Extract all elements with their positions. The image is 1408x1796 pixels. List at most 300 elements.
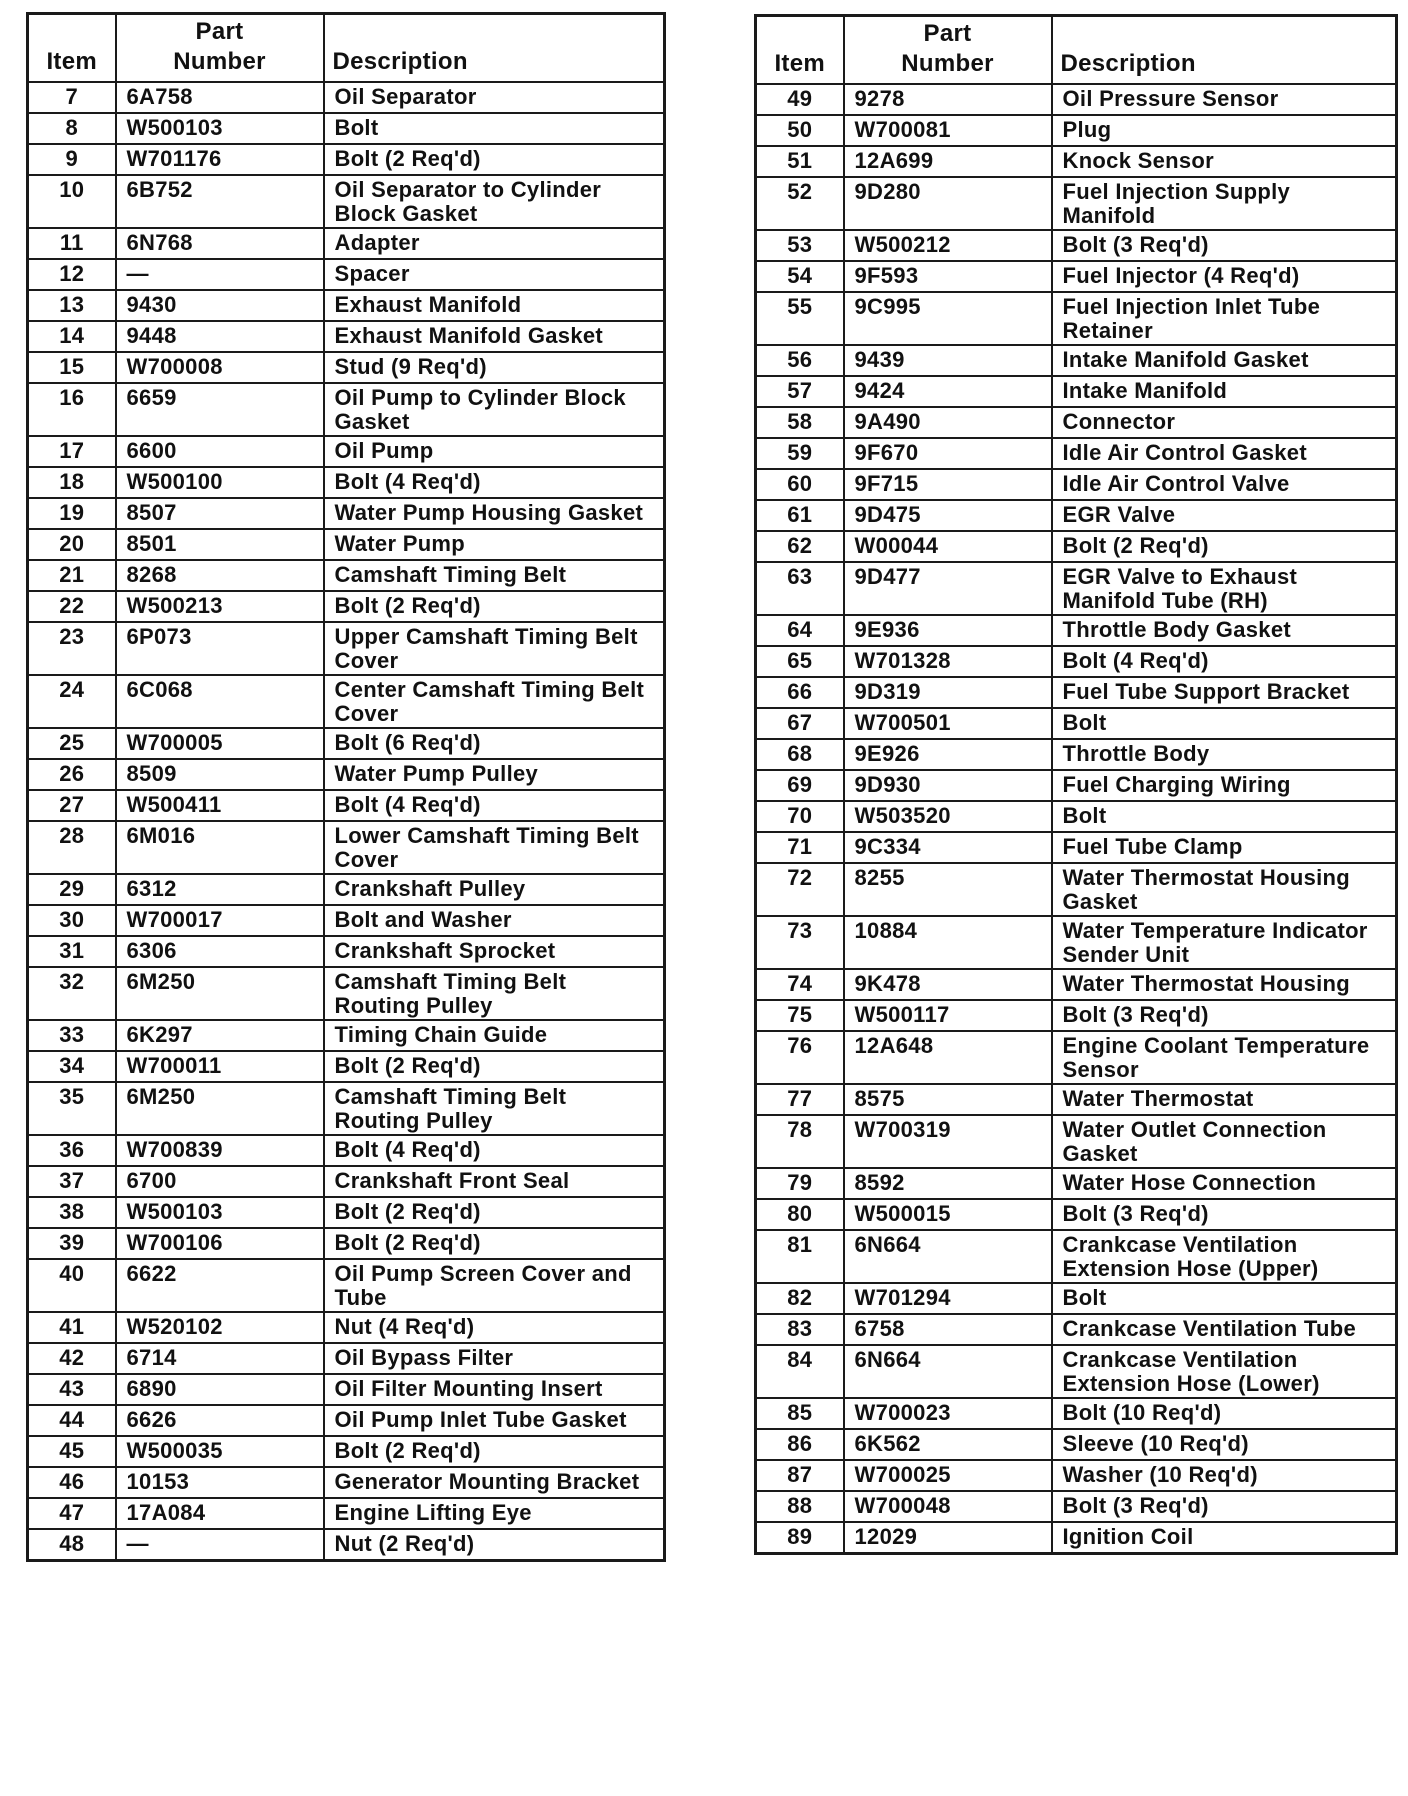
description-cell: Water Thermostat [1052,1084,1397,1115]
item-cell: 12 [28,259,116,290]
item-cell: 84 [756,1345,844,1398]
description-cell: Fuel Tube Clamp [1052,832,1397,863]
item-cell: 31 [28,936,116,967]
table-row [28,1197,665,1228]
part-number-cell: W500103 [116,113,324,144]
description-cell: Bolt (3 Req'd) [1052,1000,1397,1031]
description-cell: Water Pump [324,529,665,560]
description-cell: Water Pump Housing Gasket [324,498,665,529]
table-row [28,383,665,436]
item-cell: 25 [28,728,116,759]
item-cell: 76 [756,1031,844,1084]
item-cell: 40 [28,1259,116,1312]
part-number-header [116,14,324,83]
table-row [756,531,1397,562]
table-row [28,622,665,675]
item-cell: 70 [756,801,844,832]
part-number-cell: W500213 [116,591,324,622]
item-cell: 51 [756,146,844,177]
part-number-cell: 17A084 [116,1498,324,1529]
item-cell: 53 [756,230,844,261]
description-cell: Oil Pump Inlet Tube Gasket [324,1405,665,1436]
table-row [756,146,1397,177]
description-cell: Camshaft Timing Belt Routing Pulley [324,967,665,1020]
item-cell: 88 [756,1491,844,1522]
item-cell: 69 [756,770,844,801]
description-cell: Crankcase Ventilation Extension Hose (Upper) [1052,1230,1397,1283]
table-row [756,1314,1397,1345]
description-cell: Oil Pump Screen Cover and Tube [324,1259,665,1312]
table-row [28,321,665,352]
table-row [28,1529,665,1560]
part-number-cell: 10153 [116,1467,324,1498]
item-cell: 74 [756,969,844,1000]
part-number-cell: 12A699 [844,146,1052,177]
part-number-cell: 6M250 [116,1082,324,1135]
table-row [756,863,1397,916]
table-row [756,469,1397,500]
description-cell: Bolt (2 Req'd) [324,144,665,175]
table-row [28,467,665,498]
part-number-cell: W701176 [116,144,324,175]
part-number-cell: 10884 [844,916,1052,969]
part-number-cell: 9C995 [844,292,1052,345]
description-cell: Crankcase Ventilation Extension Hose (Lower) [1052,1345,1397,1398]
description-cell: Oil Filter Mounting Insert [324,1374,665,1405]
description-cell: Bolt (2 Req'd) [324,1051,665,1082]
item-cell: 71 [756,832,844,863]
part-number-cell: 6659 [116,383,324,436]
table-row [28,290,665,321]
part-number-cell: W520102 [116,1312,324,1343]
part-header-line2: Number [173,48,266,75]
part-number-cell: 6K297 [116,1020,324,1051]
part-header-line1: Part [923,20,972,47]
part-number-cell: W700048 [844,1491,1052,1522]
description-cell: Crankcase Ventilation Tube [1052,1314,1397,1345]
description-cell: Bolt (3 Req'd) [1052,230,1397,261]
part-number-cell: 6M250 [116,967,324,1020]
item-cell: 22 [28,591,116,622]
part-number-cell: 6700 [116,1166,324,1197]
part-number-cell: 9E936 [844,615,1052,646]
table-row [28,728,665,759]
table-row [28,1498,665,1529]
description-cell: Exhaust Manifold Gasket [324,321,665,352]
item-cell: 73 [756,916,844,969]
table-row [756,1460,1397,1491]
table-row [756,969,1397,1000]
table-row [28,1135,665,1166]
table-row [28,1051,665,1082]
item-cell: 23 [28,622,116,675]
part-number-cell: 6A758 [116,82,324,113]
table-row [28,1467,665,1498]
description-cell: Crankshaft Pulley [324,874,665,905]
description-cell: Ignition Coil [1052,1522,1397,1553]
part-number-cell: 6622 [116,1259,324,1312]
item-cell: 41 [28,1312,116,1343]
part-number-cell: W500035 [116,1436,324,1467]
item-cell: 33 [28,1020,116,1051]
part-number-cell: 6K562 [844,1429,1052,1460]
table-row [756,677,1397,708]
table-row [756,500,1397,531]
part-number-cell: 9K478 [844,969,1052,1000]
item-cell: 10 [28,175,116,228]
part-number-cell: 8268 [116,560,324,591]
description-cell: Oil Separator [324,82,665,113]
description-cell: Bolt (2 Req'd) [1052,531,1397,562]
part-number-cell: W500015 [844,1199,1052,1230]
table-row [756,1115,1397,1168]
table-row [28,1312,665,1343]
description-cell: Water Outlet Connection Gasket [1052,1115,1397,1168]
part-number-cell: W500212 [844,230,1052,261]
table-row [756,1429,1397,1460]
description-cell: Bolt and Washer [324,905,665,936]
description-cell: Intake Manifold Gasket [1052,345,1397,376]
description-cell: Bolt (6 Req'd) [324,728,665,759]
table-row [28,1166,665,1197]
item-cell: 55 [756,292,844,345]
table-row [28,874,665,905]
item-cell: 7 [28,82,116,113]
item-cell: 14 [28,321,116,352]
description-cell: Bolt (2 Req'd) [324,1197,665,1228]
item-cell: 66 [756,677,844,708]
table-row [28,436,665,467]
item-cell: 61 [756,500,844,531]
description-cell: Bolt (3 Req'd) [1052,1491,1397,1522]
table-row [756,708,1397,739]
table-row [28,821,665,874]
item-cell: 15 [28,352,116,383]
item-cell: 77 [756,1084,844,1115]
description-cell: Stud (9 Req'd) [324,352,665,383]
description-cell: Oil Separator to Cylinder Block Gasket [324,175,665,228]
part-number-cell: 6600 [116,436,324,467]
description-cell: Bolt [324,113,665,144]
description-cell: Water Thermostat Housing Gasket [1052,863,1397,916]
description-cell: Water Pump Pulley [324,759,665,790]
item-cell: 34 [28,1051,116,1082]
item-cell: 29 [28,874,116,905]
item-cell: 19 [28,498,116,529]
item-cell: 65 [756,646,844,677]
description-cell: Bolt [1052,801,1397,832]
description-cell: Connector [1052,407,1397,438]
item-cell: 16 [28,383,116,436]
part-number-cell: W700023 [844,1398,1052,1429]
item-header: Item [28,14,116,83]
table-row [756,230,1397,261]
item-cell: 59 [756,438,844,469]
table-row [28,967,665,1020]
part-number-cell: W500411 [116,790,324,821]
description-cell: Adapter [324,228,665,259]
part-number-cell: W503520 [844,801,1052,832]
part-number-cell: 9278 [844,84,1052,115]
description-cell: Bolt (2 Req'd) [324,1436,665,1467]
part-number-cell: 12029 [844,1522,1052,1553]
part-number-cell: 8255 [844,863,1052,916]
description-cell: Fuel Injection Inlet Tube Retainer [1052,292,1397,345]
item-cell: 78 [756,1115,844,1168]
table-row [756,1398,1397,1429]
part-number-cell: W700008 [116,352,324,383]
description-cell: Idle Air Control Valve [1052,469,1397,500]
item-cell: 57 [756,376,844,407]
item-cell: 43 [28,1374,116,1405]
item-cell: 17 [28,436,116,467]
part-number-cell: 9D475 [844,500,1052,531]
item-cell: 82 [756,1283,844,1314]
item-cell: 68 [756,739,844,770]
item-cell: 47 [28,1498,116,1529]
part-number-cell: 6C068 [116,675,324,728]
description-cell: Water Thermostat Housing [1052,969,1397,1000]
item-cell: 48 [28,1529,116,1560]
part-number-cell: 8509 [116,759,324,790]
item-cell: 32 [28,967,116,1020]
description-cell: Bolt (4 Req'd) [324,1135,665,1166]
part-number-cell: W700106 [116,1228,324,1259]
table-row [28,144,665,175]
table-row [28,905,665,936]
item-cell: 20 [28,529,116,560]
description-cell: Fuel Injector (4 Req'd) [1052,261,1397,292]
table-row [756,1168,1397,1199]
table-row [756,1199,1397,1230]
table-row [28,1082,665,1135]
part-number-cell: W701294 [844,1283,1052,1314]
table-row [756,292,1397,345]
part-number-cell: 6N664 [844,1230,1052,1283]
table-row [756,1283,1397,1314]
table-row [756,1491,1397,1522]
description-cell: Lower Camshaft Timing Belt Cover [324,821,665,874]
table-row [756,562,1397,615]
item-cell: 64 [756,615,844,646]
part-header-line1: Part [195,18,244,45]
part-number-cell: 6B752 [116,175,324,228]
item-cell: 67 [756,708,844,739]
part-number-cell: 6N768 [116,228,324,259]
part-number-cell: W700319 [844,1115,1052,1168]
description-cell: Upper Camshaft Timing Belt Cover [324,622,665,675]
item-cell: 54 [756,261,844,292]
table-row [756,615,1397,646]
table-row [28,591,665,622]
description-cell: Washer (10 Req'd) [1052,1460,1397,1491]
table-row [28,1343,665,1374]
table-row [28,1436,665,1467]
item-cell: 89 [756,1522,844,1553]
table-row [28,1228,665,1259]
part-number-cell: 9430 [116,290,324,321]
item-cell: 52 [756,177,844,230]
description-cell: Throttle Body Gasket [1052,615,1397,646]
description-cell: Intake Manifold [1052,376,1397,407]
description-cell: Engine Lifting Eye [324,1498,665,1529]
part-number-cell: W700501 [844,708,1052,739]
header-row [28,14,665,83]
item-cell: 60 [756,469,844,500]
item-cell: 13 [28,290,116,321]
part-number-cell: 9F593 [844,261,1052,292]
part-number-cell: W500117 [844,1000,1052,1031]
table-row [28,113,665,144]
description-cell: Exhaust Manifold [324,290,665,321]
table-row [28,560,665,591]
part-number-cell: 8592 [844,1168,1052,1199]
description-cell: Crankshaft Front Seal [324,1166,665,1197]
table-row [756,770,1397,801]
part-number-cell: 6312 [116,874,324,905]
table-row [756,1345,1397,1398]
item-cell: 24 [28,675,116,728]
item-cell: 28 [28,821,116,874]
table-row [28,675,665,728]
part-number-cell: 12A648 [844,1031,1052,1084]
table-row [28,228,665,259]
table-row [756,345,1397,376]
description-cell: Bolt [1052,1283,1397,1314]
table-row [756,407,1397,438]
item-cell: 80 [756,1199,844,1230]
part-number-cell: 8501 [116,529,324,560]
description-cell: Idle Air Control Gasket [1052,438,1397,469]
description-cell: Fuel Charging Wiring [1052,770,1397,801]
table-row [756,177,1397,230]
item-cell: 81 [756,1230,844,1283]
description-cell: Water Hose Connection [1052,1168,1397,1199]
description-cell: Fuel Injection Supply Manifold [1052,177,1397,230]
part-number-cell: 9D280 [844,177,1052,230]
item-cell: 85 [756,1398,844,1429]
part-number-cell: W500103 [116,1197,324,1228]
part-number-cell: 6P073 [116,622,324,675]
item-cell: 35 [28,1082,116,1135]
description-cell: Oil Bypass Filter [324,1343,665,1374]
description-cell: Water Temperature Indicator Sender Unit [1052,916,1397,969]
part-number-cell: W700025 [844,1460,1052,1491]
table-row [756,1522,1397,1553]
item-cell: 42 [28,1343,116,1374]
description-cell: Nut (4 Req'd) [324,1312,665,1343]
part-number-cell: W701328 [844,646,1052,677]
item-cell: 44 [28,1405,116,1436]
item-cell: 8 [28,113,116,144]
table-row [756,1084,1397,1115]
description-cell: Bolt (2 Req'd) [324,591,665,622]
table-row [28,936,665,967]
description-cell: Bolt [1052,708,1397,739]
item-cell: 27 [28,790,116,821]
description-cell: Bolt (3 Req'd) [1052,1199,1397,1230]
part-number-cell: W500100 [116,467,324,498]
part-number-cell: — [116,1529,324,1560]
description-cell: Bolt (4 Req'd) [1052,646,1397,677]
item-cell: 86 [756,1429,844,1460]
part-number-cell: 9F715 [844,469,1052,500]
table-row [756,438,1397,469]
item-cell: 50 [756,115,844,146]
parts-table-right [754,14,1398,1555]
description-cell: Bolt (2 Req'd) [324,1228,665,1259]
part-number-cell: 6M016 [116,821,324,874]
part-number-cell: W700839 [116,1135,324,1166]
item-cell: 62 [756,531,844,562]
table-row [756,832,1397,863]
item-cell: 72 [756,863,844,916]
description-cell: Nut (2 Req'd) [324,1529,665,1560]
description-cell: Oil Pressure Sensor [1052,84,1397,115]
table-row [756,376,1397,407]
item-cell: 18 [28,467,116,498]
description-cell: Generator Mounting Bracket [324,1467,665,1498]
part-number-cell: 9C334 [844,832,1052,863]
part-number-cell: 9439 [844,345,1052,376]
part-number-cell: 9448 [116,321,324,352]
description-cell: Center Camshaft Timing Belt Cover [324,675,665,728]
description-cell: Fuel Tube Support Bracket [1052,677,1397,708]
table-row [756,646,1397,677]
part-number-cell: 9E926 [844,739,1052,770]
item-cell: 75 [756,1000,844,1031]
description-cell: Oil Pump [324,436,665,467]
item-cell: 63 [756,562,844,615]
parts-table-left [26,12,666,1562]
table-row [756,1230,1397,1283]
description-header: Description [324,14,665,83]
description-cell: Plug [1052,115,1397,146]
part-number-cell: 9424 [844,376,1052,407]
part-number-cell: 6626 [116,1405,324,1436]
header-row [756,16,1397,85]
table-row [28,352,665,383]
description-cell: Spacer [324,259,665,290]
item-cell: 11 [28,228,116,259]
part-header-line2: Number [901,50,994,77]
item-header: Item [756,16,844,85]
table-row [28,790,665,821]
table-row [28,1259,665,1312]
table-row [28,759,665,790]
part-number-cell: 6714 [116,1343,324,1374]
description-cell: Oil Pump to Cylinder Block Gasket [324,383,665,436]
item-cell: 26 [28,759,116,790]
item-cell: 58 [756,407,844,438]
table-row [28,1374,665,1405]
part-number-cell: W700017 [116,905,324,936]
description-cell: Camshaft Timing Belt Routing Pulley [324,1082,665,1135]
part-number-header [844,16,1052,85]
item-cell: 87 [756,1460,844,1491]
part-number-cell: 9D319 [844,677,1052,708]
part-number-cell: 6N664 [844,1345,1052,1398]
part-number-cell: 6890 [116,1374,324,1405]
description-cell: Sleeve (10 Req'd) [1052,1429,1397,1460]
description-cell: Crankshaft Sprocket [324,936,665,967]
item-cell: 45 [28,1436,116,1467]
part-number-cell: 6306 [116,936,324,967]
item-cell: 56 [756,345,844,376]
table-row [28,498,665,529]
table-row [28,82,665,113]
table-row [756,115,1397,146]
